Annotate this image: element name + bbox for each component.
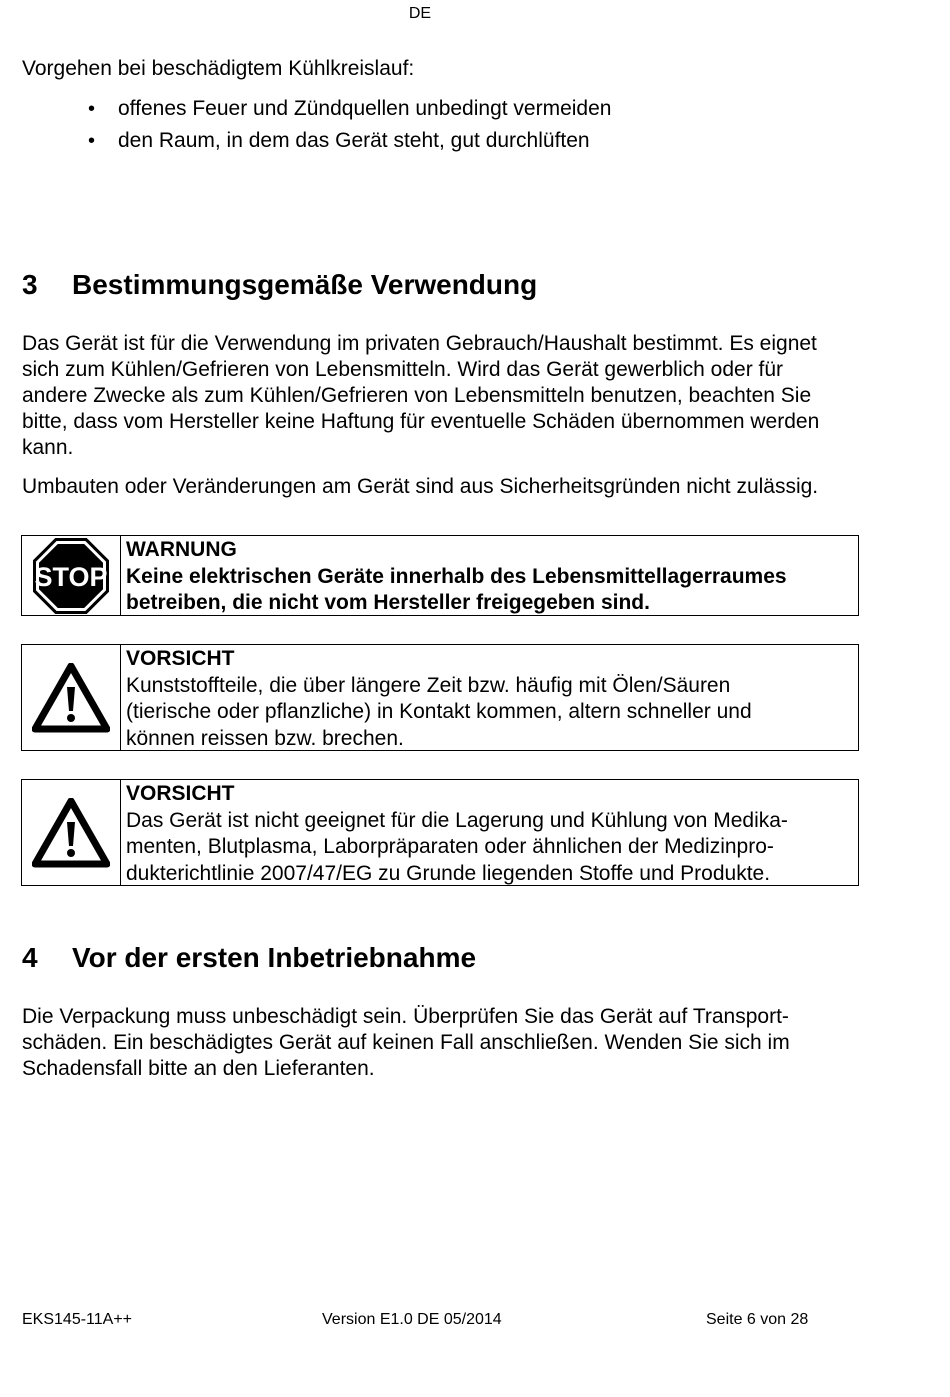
text-line: Das Gerät ist für die Verwendung im privaten Gebrauch/Haushalt bestimmt. Es eignet [22, 332, 817, 355]
warning-triangle-icon [22, 780, 121, 885]
section-title: Vor der ersten Inbetriebnahme [72, 942, 477, 973]
list-item: • den Raum, in dem das Gerät steht, gut durchlüften [88, 125, 611, 157]
footer-model: EKS145-11A++ [22, 1311, 133, 1328]
text-line: andere Zwecke als zum Kühlen/Gefrieren von Lebensmitteln benutzen, beachten Sie [22, 384, 812, 407]
section-number: 3 [22, 269, 38, 300]
section-3-paragraph-1 [22, 331, 902, 461]
intro-bullet-list [88, 93, 611, 157]
footer-page-number: Seite 6 von 28 [706, 1311, 809, 1328]
text-line: dukterichtlinie 2007/47/EG zu Grunde liegenden Stoffe und Produkte. [126, 861, 771, 885]
caution-title: VORSICHT [126, 782, 235, 805]
text-line: Das Gerät ist nicht geeignet für die Lagerung und Kühlung von Medika- [126, 808, 788, 832]
stop-sign-text: STOP [34, 561, 108, 592]
warning-triangle-icon [22, 645, 121, 750]
section-3-paragraph-2: Umbauten oder Veränderungen am Gerät sind aus Sicherheitsgründen nicht zulässig. [22, 475, 819, 498]
text-line: Kunststoffteile, die über längere Zeit bzw. häufig mit Ölen/Säuren [126, 673, 731, 697]
section-title: Bestimmungsgemäße Verwendung [72, 269, 538, 300]
caution-text [121, 780, 788, 885]
caution-box-medical [21, 779, 859, 886]
text-line: schäden. Ein beschädigtes Gerät auf keinen Fall anschließen. Wenden Sie sich im [22, 1031, 790, 1054]
text-line: bitte, dass vom Hersteller keine Haftung für eventuelle Schäden übernommen werden [22, 410, 820, 433]
page-header-language: DE [408, 5, 432, 22]
text-line: Keine elektrischen Geräte innerhalb des Lebensmittellagerraumes [126, 564, 787, 588]
stop-sign-icon [22, 536, 121, 615]
warning-text [121, 536, 787, 615]
section-4-paragraph [22, 1004, 902, 1082]
text-line: (tierische oder pflanzliche) in Kontakt kommen, altern schneller und [126, 700, 752, 723]
section-3-heading [22, 268, 537, 302]
text-line: Schadensfall bitte an den Lieferanten. [22, 1057, 375, 1080]
caution-title: VORSICHT [126, 647, 235, 670]
text-line: können reissen bzw. brechen. [126, 726, 404, 750]
text-line: sich zum Kühlen/Gefrieren von Lebensmitteln. Wird das Gerät gewerblich oder für [22, 358, 784, 381]
intro-heading: Vorgehen bei beschädigtem Kühlkreislauf: [22, 57, 415, 80]
caution-text [121, 645, 752, 750]
text-line: Die Verpackung muss unbeschädigt sein. Überprüfen Sie das Gerät auf Transport- [22, 1005, 789, 1028]
caution-box-plastics [21, 644, 859, 751]
list-item: • offenes Feuer und Zündquellen unbedingt vermeiden [88, 93, 611, 125]
section-number: 4 [22, 942, 38, 973]
section-4-heading [22, 941, 476, 975]
text-line: menten, Blutplasma, Laborpräparaten oder ähnlichen der Medizinpro- [126, 835, 774, 858]
warning-title: WARNUNG [126, 538, 237, 561]
warning-box [21, 535, 859, 616]
text-line: kann. [22, 436, 74, 459]
text-line: betreiben, die nicht vom Hersteller freigegeben sind. [126, 591, 650, 614]
footer-version: Version E1.0 DE 05/2014 [322, 1311, 502, 1328]
